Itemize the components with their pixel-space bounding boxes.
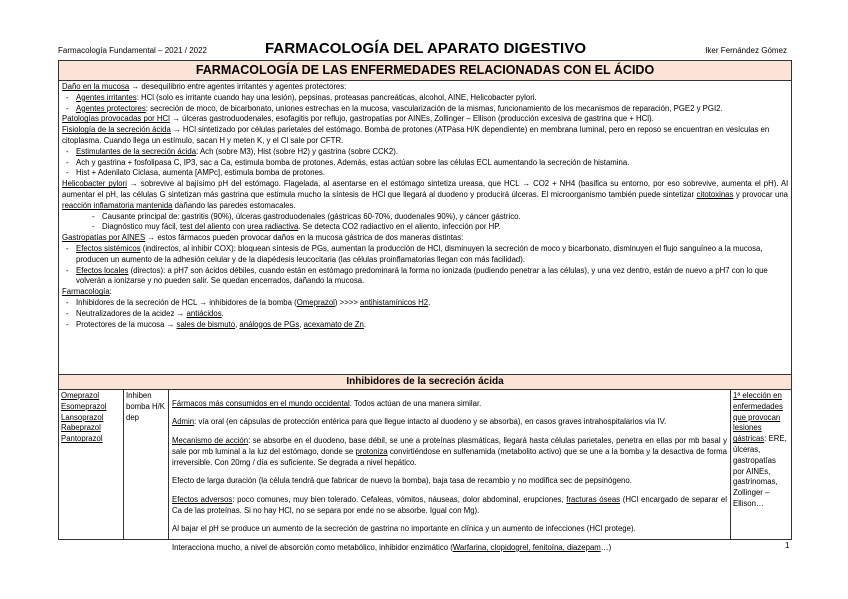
page-number: 1: [785, 541, 790, 550]
inhibitors-title: Inhibidores de la secreción ácida: [59, 374, 791, 390]
fisiologia-line: Fisiología de la secreción ácida → HCl sintetizado por células parietales del estómago. Bomba de protones (ATPasa H/K dependiente) en membrana luminal, pero en reposo se encuentran en vesículas en citoplasma. Cuando llega un estímulo, sacan H y meten K, y el Cl sale por CFTR.: [62, 125, 770, 145]
drug-name: Omeprazol: [61, 391, 100, 400]
mucosa-line: Daño en la mucosa → desequilibrio entre agentes irritantes y agentes protectores:: [62, 82, 347, 91]
helicobacter-line: Helicobacter pylori → sobrevive al bajísimo pH del estómago. Flagelada, al asentarse en el estómago sintetiza ureasa, que HCL → CO2 + NH4 (basifica su entorno, por eso sobrevive, aumenta el pH). Al aumentar el pH, las células G sintetizan más gastrina que estimula mucho la síntesis de HCl que llegará al duodeno y producirá úlceras. El microorganismo también puede sintetizar citotoxinas y provocar una reacción inflamatoria mantenida dañando las paredes estomacales.: [62, 179, 788, 210]
sistemicos-item: - Efectos sistémicos (indirectos, al inhibir COX): bloquean síntesis de PGs, aumentan la producción de HCl, disminuyen la secreción de moco y bicarbonato, disminuyen el flujo sanguíneo a la mucosa, producen un aumento de la adhesión celular y de la diapédesis leucocitaria (las células proinflamatorias llegan con más facilidad).: [62, 244, 788, 266]
irritantes-item: - Agentes irritantes: HCl (solo es irritante cuando hay una lesión), pepsinas, proteasas pancreáticas, alcohol, AINE, Helicobacter pylori.: [62, 93, 788, 104]
farm-item-1: - Inhibidores de la secreción de HCL → inhibidores de la bomba (Omeprazol) >>>> antihistamínicos H2.: [62, 298, 788, 309]
course-label: Farmacología Fundamental – 2021 / 2022: [58, 46, 207, 55]
hist-item: - Hist + Adenilato Ciclasa, aumenta [AMPc], estimula bomba de protones.: [62, 168, 788, 179]
mechanism-cell: Inhiben bomba H/K dep: [124, 390, 169, 539]
drug-name: Rabeprazol: [61, 423, 101, 433]
page-header: [58, 40, 790, 60]
estimulantes-item: - Estimulantes de la secreción ácida: Ach (sobre M3), Hist (sobre H2) y gastrina (sobre CCK2).: [62, 147, 788, 158]
page-title: FARMACOLOGÍA DEL APARATO DIGESTIVO: [265, 40, 587, 57]
author-name: Iker Fernández Gómez: [705, 46, 787, 55]
description-cell: Fármacos más consumidos en el mundo occidental. Todos actúan de una manera similar. Admin: vía oral (en cápsulas de protección entérica para que llegue intacto al duodeno y se absorba), en casos graves intrahospitalarios vía IV. Mecanismo de acción: se absorbe en el duodeno, base débil, se une a proteínas plasmáticas, llegará hasta células parietales, penetra en ellas por mb basal y sale por mb luminal a la luz del estómago, donde se protoniza convirtiéndose en sulfenamida (metabolito activo) que se une a la bomba y la desactiva de forma irreversible. Con 20mg / día es suficiente. Se degrada a nivel hepático. Efecto de larga duración (la célula tendrá que fabricar de nuevo la bomba), baja tasa de recambio y no modifica sec de pepsinógeno. Efectos adversos: poco comunes, muy bien tolerado. Cefaleas, vómitos, náuseas, dolor abdominal, erupciones, fracturas óseas (HCl encargado de separar el Ca de las proteínas. Si no hay HCl, no se separa por ende no se absorbe. Igual con Mg). Al bajar el pH se produce un aumento de la secreción de gastrina no importante en clínica y un aumento de infecciones (HCl protege). Interacciona mucho, a nivel de absorción como metabólico, inhibidor enzimático (Warfarina, clopidogrel, fenitoína, diazepam…): [169, 390, 731, 539]
locales-item: - Efectos locales (directos): a pH7 son ácidos débiles, cuando están en estómago predominará la forma no ionizada (pudiendo penetrar a las células), y una vez dentro, están de nuevo a pH7 con lo que volverán a ionizarse y no pueden salir. Se quedan encerrados, dañando la mucosa.: [62, 266, 788, 288]
uses-cell: 1ª elección en enfermedades que provocan lesiones gástricas: ERE, úlceras, gastropatías por AINEs, gastrinomas, Zollinger – Ellison…: [733, 391, 787, 508]
drug-name: Esomeprazol: [61, 401, 107, 411]
inhibitors-table: [59, 390, 791, 552]
diagnostico-item: - Diagnóstico muy fácil, test del aliento con urea radiactiva. Se detecta CO2 radiactivo en el aliento, infección por HP.: [62, 222, 788, 233]
farm-item-2: - Neutralizadores de la acidez → antiácidos.: [62, 309, 788, 320]
section-title: FARMACOLOGÍA DE LAS ENFERMEDADES RELACIONADAS CON EL ÁCIDO: [59, 61, 791, 81]
gastropatias-line: Gastropatías por AINES → estos fármacos pueden provocar daños en la mucosa gástrica de dos maneras distintas:: [62, 233, 464, 243]
ach-item: - Ach y gastrina + fosfolipasa C, IP3, sac a Ca, estimula bomba de protones. Además, estas actúan sobre las células ECL aumentando la secreción de histamina.: [62, 158, 788, 169]
notes-body: [59, 81, 791, 374]
causante-item: - Causante principal de: gastritis (90%), úlceras gastroduodenales (gástricas 60-70%, duodenales 90%), y cáncer gástrico.: [62, 212, 788, 223]
farmacologia-heading: Farmacología:: [62, 287, 112, 297]
content-frame: [58, 60, 792, 552]
protectores-item: - Agentes protectores: secreción de moco, de bicarbonato, uniones estrechas en la mucosa, vascularización de la mismas, funcionamiento de los mecanismos de reparación, PGE2 y PGI2.: [62, 104, 788, 115]
drug-name: Lansoprazol: [61, 412, 104, 422]
patologias-line: Patologías provocadas por HCl → úlceras gastroduodenales, esofagitis por reflujo, gastropatías por AINEs, Zollinger – Ellison (producción excesiva de gastrina que + HCl).: [62, 114, 654, 124]
drug-name: Pantoprazol: [61, 434, 103, 444]
farm-item-3: - Protectores de la mucosa → sales de bismuto, análogos de PGs, acexamato de Zn.: [62, 320, 788, 331]
drug-list: [59, 390, 124, 539]
